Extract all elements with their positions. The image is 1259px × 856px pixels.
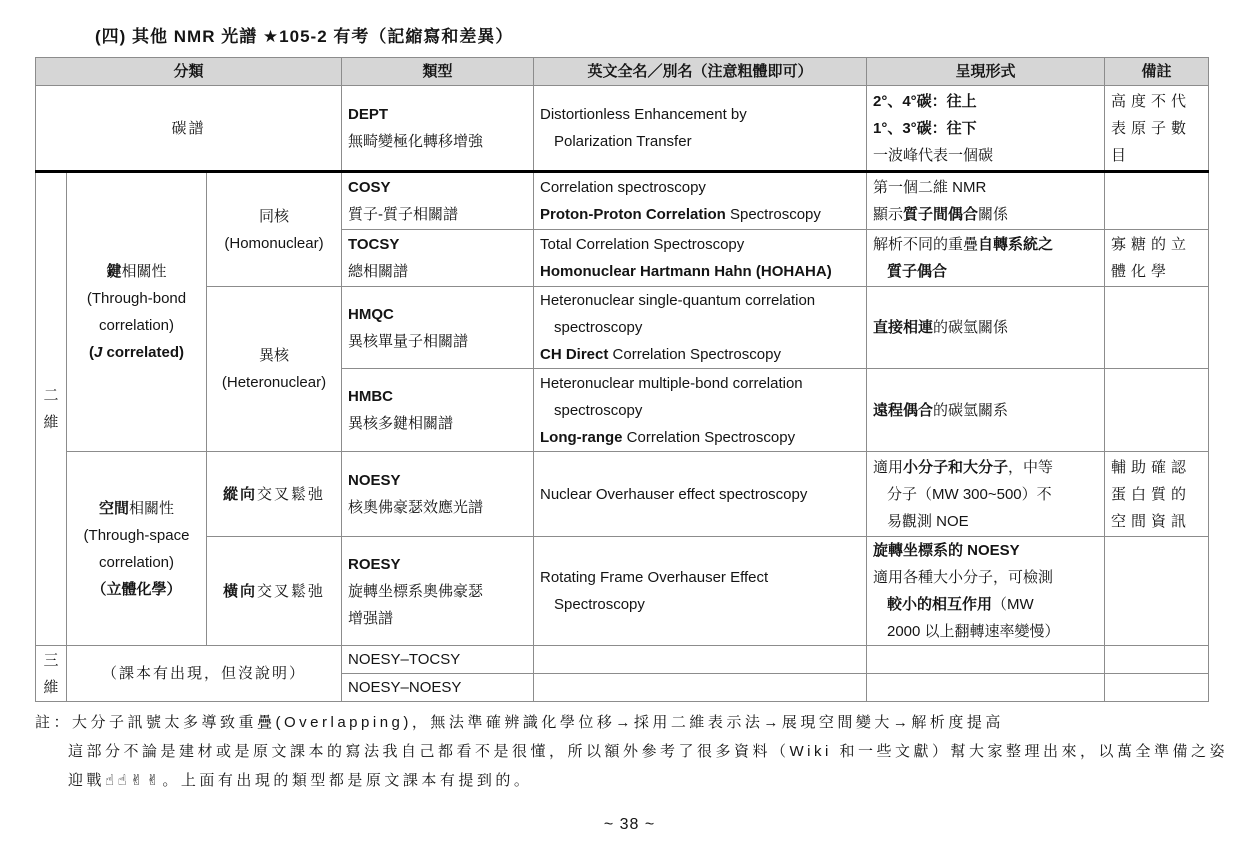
cell-noesy-noesy: NOESY–NOESY [342,674,534,702]
cell-roesy-type: ROESY 旋轉坐標系奧佛豪瑟 增强譜 [342,537,534,646]
col-header-presentation: 呈現形式 [867,58,1105,86]
cell-3d-description: （課本有出現，但沒說明） [67,646,342,702]
cell-hmbc-remark [1105,369,1209,452]
cell-noesy-type: NOESY 核奧佛豪瑟效應光譜 [342,452,534,537]
cell-noesy-english: Nuclear Overhauser effect spectroscopy [534,452,867,537]
cell-hmbc-presentation: 遠程偶合的碳氫關系 [867,369,1105,452]
cell-dept-type: DEPT 無畸變極化轉移增強 [342,86,534,172]
col-header-type: 類型 [342,58,534,86]
cell-3d-presentation-1 [867,646,1105,674]
cell-hmbc-english: Heteronuclear multiple-bond correlation spectroscopy Long-range Correlation Spectroscopy [534,369,867,452]
row-hmqc [36,287,1209,369]
cell-tocsy-english: Total Correlation Spectroscopy Homonuclear Hartmann Hahn (HOHAHA) [534,230,867,287]
col-header-english: 英文全名／別名（注意粗體即可） [534,58,867,86]
cell-dimension-3d: 三 維 [36,646,67,702]
cell-cosy-type: COSY 質子-質子相關譜 [342,172,534,230]
cell-cosy-remark [1105,172,1209,230]
cell-heteronuclear: 異核 (Heteronuclear) [207,287,342,452]
cell-hmqc-presentation: 直接相連的碳氫關係 [867,287,1105,369]
cell-carbon-spectrum: 碳譜 [36,86,342,172]
cell-tocsy-type: TOCSY 總相關譜 [342,230,534,287]
cell-cosy-english: Correlation spectroscopy Proton-Proton Correlation Spectroscopy [534,172,867,230]
cell-dept-remark: 高度不代 表原子數 目 [1105,86,1209,172]
cell-dimension-2d: 二 維 [36,172,67,646]
cell-noesy-remark: 輔助確認 蛋白質的 空間資訊 [1105,452,1209,537]
cell-noesy-presentation: 適用小分子和大分子，中等 分子（MW 300~500）不 易觀測 NOE [867,452,1105,537]
cell-homonuclear: 同核 (Homonuclear) [207,172,342,287]
cell-hmbc-type: HMBC 異核多鍵相關譜 [342,369,534,452]
notes-block [35,708,1228,795]
cell-cosy-presentation: 第一個二維 NMR 顯示質子間偶合關係 [867,172,1105,230]
row-cosy [36,172,1209,230]
cell-space-correlation: 空間相關性 (Through-space correlation) （立體化學） [67,452,207,646]
cell-noesy-tocsy: NOESY–TOCSY [342,646,534,674]
cell-hmqc-type: HMQC 異核單量子相關譜 [342,287,534,369]
cell-roesy-english: Rotating Frame Overhauser Effect Spectroscopy [534,537,867,646]
page-title: (四) 其他 NMR 光譜 ★105-2 有考（記縮寫和差異） [95,27,514,46]
col-header-remarks: 備註 [1105,58,1209,86]
cell-roesy-remark [1105,537,1209,646]
cell-roesy-presentation: 旋轉坐標系的 NOESY 適用各種大小分子，可檢測 較小的相互作用（MW 2000 以上翻轉速率變慢） [867,537,1105,646]
cell-3d-remark-2 [1105,674,1209,702]
cell-dept-english: Distortionless Enhancement by Polarization Transfer [534,86,867,172]
col-header-classification: 分類 [36,58,342,86]
table-header-row [36,58,1209,86]
cell-longitudinal-relaxation: 縱向交叉鬆弛 [207,452,342,537]
page-number: ~ 38 ~ [603,816,656,833]
cell-bond-correlation: 鍵相關性 (Through-bond correlation) (J correlated) [67,172,207,452]
cell-hmqc-english: Heteronuclear single-quantum correlation spectroscopy CH Direct Correlation Spectroscopy [534,287,867,369]
cell-hmqc-remark [1105,287,1209,369]
nmr-table [35,57,1209,702]
row-dept [36,86,1209,172]
cell-transverse-relaxation: 橫向交叉鬆弛 [207,537,342,646]
cell-3d-remark-1 [1105,646,1209,674]
cell-tocsy-remark: 寡糖的立 體化學 [1105,230,1209,287]
note-line-2: 這部分不論是建材或是原文課本的寫法我自己都看不是很懂，所以額外參考了很多資料（Wiki 和一些文獻）幫大家整理出來，以萬全準備之姿 [68,743,1228,760]
note-line-3: 迎戰☝☝✌✌。上面有出現的類型都是原文課本有提到的。 [68,772,533,789]
row-roesy [36,537,1209,646]
row-noesy [36,452,1209,537]
cell-3d-english-2 [534,674,867,702]
row-3d-1 [36,646,1209,674]
note-line-1: 註：大分子訊號太多導致重疊(Overlapping)，無法準確辨識化學位移→採用二維表示法→展現空間變大→解析度提高 [35,714,1004,731]
cell-dept-presentation: 2°、4°碳：往上 1°、3°碳：往下 一波峰代表一個碳 [867,86,1105,172]
cell-3d-english-1 [534,646,867,674]
cell-3d-presentation-2 [867,674,1105,702]
cell-tocsy-presentation: 解析不同的重疊自轉系統之 質子偶合 [867,230,1105,287]
